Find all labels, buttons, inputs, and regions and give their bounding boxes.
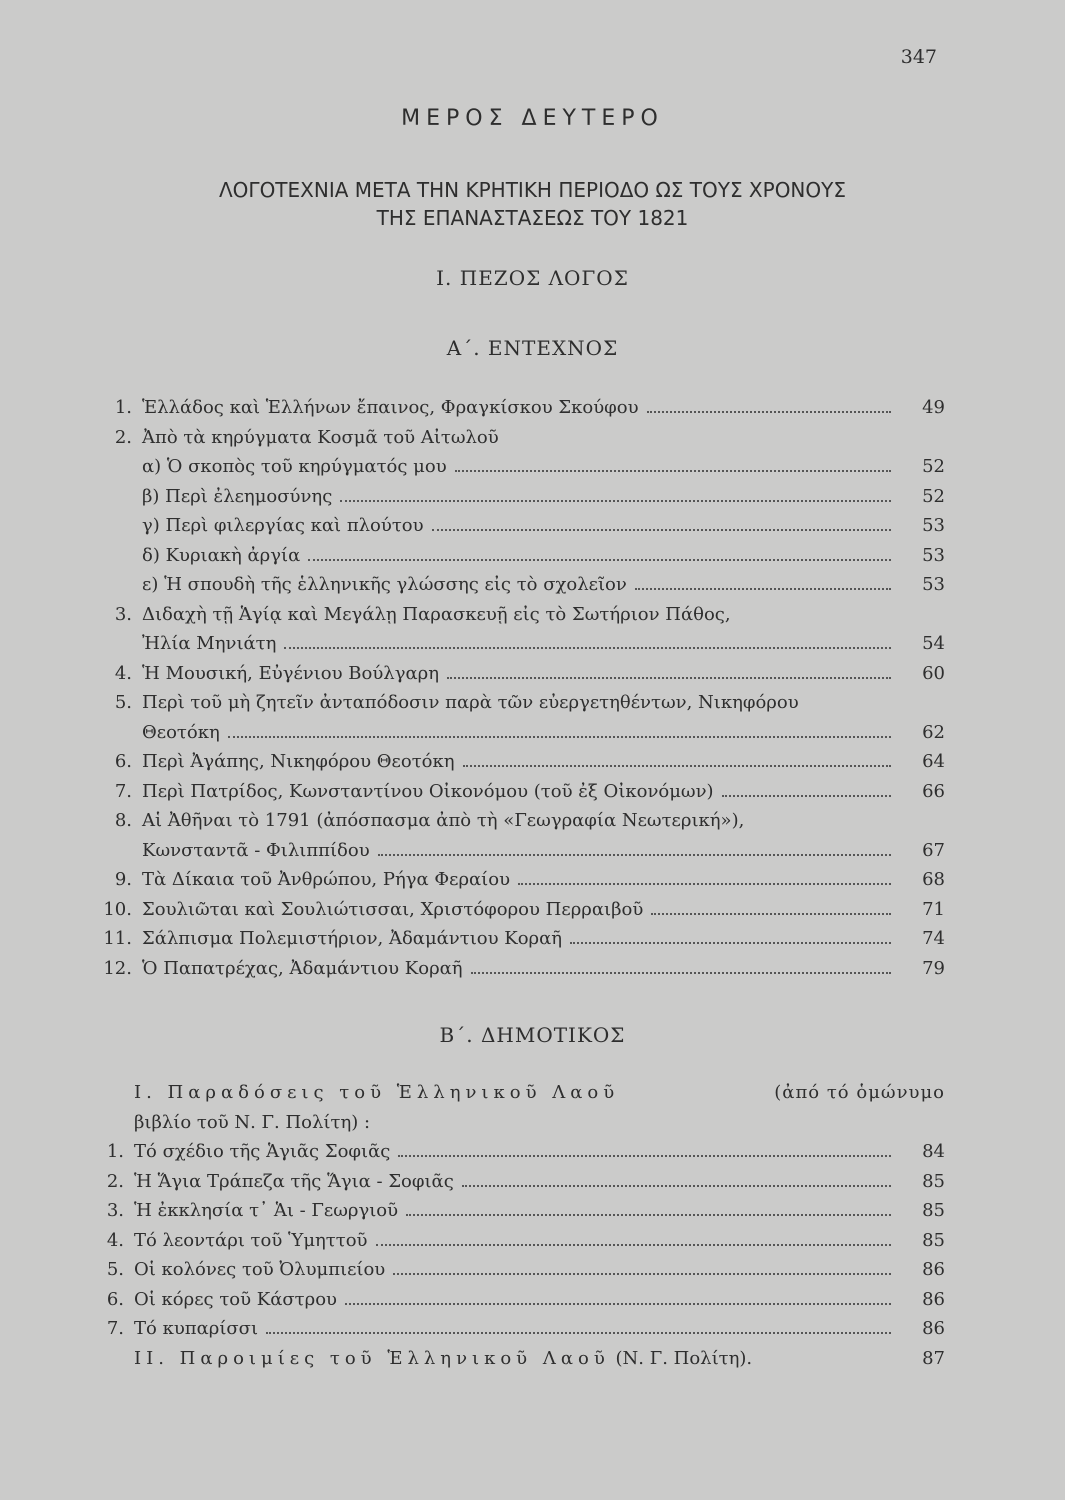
subtitle [0, 176, 1065, 232]
proverbs-page: 87 [922, 1347, 945, 1369]
toc-entry [100, 574, 945, 604]
entry-number: 6. [106, 1288, 124, 1310]
entry-page: 84 [922, 1141, 945, 1162]
proverbs-source: (Ν. Γ. Πολίτη). [615, 1347, 753, 1369]
leader-dots [340, 500, 891, 502]
entry-number: 3. [114, 603, 132, 625]
toc-entry [100, 810, 945, 840]
leader-dots [518, 883, 891, 885]
leader-dots [635, 588, 891, 590]
entry-title: Αἱ Ἀθῆναι τὸ 1791 (ἀπόσπασμα ἀπὸ τὴ «Γεωγραφία Νεωτερική»), [142, 810, 745, 831]
toc-entry [100, 1318, 945, 1348]
toc-entry [100, 840, 945, 870]
toc-entry [100, 899, 945, 929]
proverbs-title: ΙΙ. Παροιμίες τοῦ Ἑλληνικοῦ Λαοῦ [134, 1347, 610, 1369]
entry-number: 2. [106, 1170, 124, 1192]
leader-dots [308, 559, 891, 561]
entry-page: 49 [922, 397, 945, 418]
toc-entry [100, 958, 945, 988]
entry-title: Σουλιῶται καὶ Σουλιώτισσαι, Χριστόφορου Περραιβοῦ [142, 898, 644, 920]
toc-entry [100, 781, 945, 811]
entry-page: 85 [922, 1229, 945, 1251]
toc-entry [100, 928, 945, 958]
leader-dots [378, 854, 891, 856]
entry-page: 74 [922, 928, 945, 949]
entry-number: 1. [106, 1141, 124, 1162]
subtitle-line-2: ΤΗΣ ΕΠΑΝΑΣΤΑΣΕΩΣ ΤΟΥ 1821 [376, 206, 689, 230]
leader-dots [471, 972, 891, 974]
toc-entry [100, 869, 945, 899]
entry-number: 5. [106, 1259, 124, 1280]
entry-page: 68 [922, 869, 945, 890]
entry-title: ε) Ἡ σπουδὴ τῆς ἑλληνικῆς γλώσσης εἰς τὸ σχολεῖον [142, 574, 627, 595]
toc-entry [100, 604, 945, 634]
entry-page: 67 [922, 839, 945, 861]
entry-page: 86 [922, 1288, 945, 1310]
entry-page: 54 [922, 633, 945, 654]
entry-page: 53 [922, 544, 945, 566]
leader-dots [455, 470, 891, 472]
entry-title: Ἡ ἐκκλησία τ᾿ Ἁι - Γεωργιοῦ [134, 1200, 399, 1221]
leader-dots [345, 1303, 891, 1305]
toc-list-entechnos [100, 397, 945, 987]
leader-dots [722, 795, 891, 797]
entry-number: 7. [114, 780, 132, 802]
leader-dots [432, 529, 891, 531]
entry-page: 85 [922, 1170, 945, 1192]
leader-dots [376, 1244, 892, 1246]
toc-list-dimotikos [100, 1082, 945, 1377]
entry-page: 60 [922, 662, 945, 684]
leader-dots [228, 736, 891, 738]
entry-page: 86 [922, 1259, 945, 1280]
entry-number: 6. [114, 751, 132, 772]
toc-entry [100, 397, 945, 427]
entry-number: 11. [103, 928, 132, 949]
toc-entry [100, 751, 945, 781]
folk-entries [100, 1141, 945, 1348]
entry-title: Κωνσταντᾶ - Φιλιππίδου [142, 839, 370, 861]
toc-entry [100, 486, 945, 516]
entry-number: 1. [114, 397, 132, 418]
entry-title: Οἱ κόρες τοῦ Κάστρου [134, 1288, 338, 1310]
entry-number: 7. [106, 1318, 124, 1339]
entry-title: Τό λεοντάρι τοῦ Ὑμηττοῦ [134, 1229, 368, 1251]
folk-intro-source: βιβλίο τοῦ Ν. Γ. Πολίτη) : [134, 1111, 371, 1133]
toc-entry [100, 427, 945, 457]
entry-page: 86 [922, 1318, 945, 1339]
entry-title: γ) Περὶ φιλεργίας καὶ πλούτου [142, 515, 424, 536]
toc-entry [100, 545, 945, 575]
entry-number: 2. [114, 426, 132, 448]
entry-page: 53 [922, 515, 945, 536]
entry-page: 53 [922, 574, 945, 595]
entry-title: Τό κυπαρίσσι [134, 1318, 259, 1339]
toc-entry [100, 1171, 945, 1201]
entry-title: δ) Κυριακὴ ἀργία [142, 544, 301, 566]
entry-number: 8. [114, 810, 132, 831]
toc-entry [100, 1141, 945, 1171]
entry-number: 4. [114, 662, 132, 684]
page-number: 347 [900, 46, 937, 68]
entry-title: Τὰ Δίκαια τοῦ Ἀνθρώπου, Ρήγα Φεραίου [142, 869, 511, 890]
entry-title: Διδαχὴ τῇ Ἁγίᾳ καὶ Μεγάλῃ Παρασκευῇ εἰς τὸ Σωτήριον Πάθος, [142, 603, 731, 625]
entry-number: 4. [106, 1229, 124, 1251]
entry-page: 71 [922, 898, 945, 920]
entry-title: β) Περὶ ἐλεημοσύνης [142, 485, 333, 507]
subtitle-line-1: ΛΟΓΟΤΕΧΝΙΑ ΜΕΤΑ ΤΗΝ ΚΡΗΤΙΚΗ ΠΕΡΙΟΔΟ ΩΣ ΤΟΥΣ ΧΡΟΝΟΥΣ [219, 178, 846, 202]
entry-number: 9. [114, 869, 132, 890]
leader-dots [570, 942, 891, 944]
leader-dots [398, 1155, 891, 1157]
entry-title: Περὶ Ἀγάπης, Νικηφόρου Θεοτόκη [142, 751, 455, 772]
leader-dots [651, 913, 891, 915]
leader-dots [447, 677, 891, 679]
leader-dots [462, 1185, 891, 1187]
folk-intro-title: Ι. Παραδόσεις τοῦ Ἑλληνικοῦ Λαοῦ [134, 1082, 620, 1103]
folk-intro-note: (ἀπό τό ὁμώνυμο [774, 1082, 945, 1103]
entry-title: α) Ὁ σκοπὸς τοῦ κηρύγματός μου [142, 456, 447, 477]
toc-entry [100, 515, 945, 545]
folk-intro-line-2 [100, 1112, 945, 1142]
toc-entry [100, 1289, 945, 1319]
leader-dots [266, 1332, 891, 1334]
entry-page: 52 [922, 485, 945, 507]
entry-page: 66 [922, 780, 945, 802]
toc-entry [100, 1259, 945, 1289]
entry-title: Περὶ Πατρίδος, Κωνσταντίνου Οἰκονόμου (τοῦ ἐξ Οἰκονόμων) [142, 780, 714, 802]
folk-intro-line-1 [100, 1082, 945, 1112]
entry-title: Ὁ Παπατρέχας, Ἀδαμάντιου Κοραῆ [142, 957, 463, 979]
leader-dots [406, 1214, 891, 1216]
entry-title: Περὶ τοῦ μὴ ζητεῖν ἀνταπόδοσιν παρὰ τῶν εὐεργετηθέντων, Νικηφόρου [142, 692, 799, 713]
toc-entry [100, 1230, 945, 1260]
toc-entry [100, 633, 945, 663]
toc-entry [100, 663, 945, 693]
entry-title: Σάλπισμα Πολεμιστήριον, Ἀδαμάντιου Κοραῆ [142, 928, 563, 949]
entry-number: 3. [106, 1200, 124, 1221]
entry-title: Ἀπὸ τὰ κηρύγματα Κοσμᾶ τοῦ Αἰτωλοῦ [142, 426, 499, 448]
entry-number: 12. [103, 957, 132, 979]
entry-title: Ἡ Ἅγια Τράπεζα τῆς Ἅγια - Σοφιᾶς [134, 1170, 454, 1192]
leader-dots [647, 411, 891, 413]
entry-title: Θεοτόκη [142, 721, 220, 743]
entry-title: Τό σχέδιο τῆς Ἁγιᾶς Σοφιᾶς [134, 1141, 391, 1162]
toc-entry [100, 692, 945, 722]
proverbs-entry [100, 1348, 945, 1378]
entry-title: Οἱ κολόνες τοῦ Ὀλυμπιείου [134, 1259, 386, 1280]
leader-dots [463, 765, 891, 767]
entry-page: 85 [922, 1200, 945, 1221]
entry-number: 5. [114, 692, 132, 713]
entry-page: 62 [922, 721, 945, 743]
part-title: ΜΕΡΟΣ ΔΕΥΤΕΡΟ [401, 106, 664, 131]
leader-dots [284, 647, 891, 649]
entry-title: Ἑλλάδος καὶ Ἑλλήνων ἔπαινος, Φραγκίσκου Σκούφου [142, 397, 639, 418]
section-heading: Ι. ΠΕΖΟΣ ΛΟΓΟΣ [436, 266, 629, 290]
entry-title: Ἡ Μουσική, Εὐγένιου Βούλγαρη [142, 662, 439, 684]
entry-page: 79 [922, 957, 945, 979]
subsection-a-heading: Α΄. ΕΝΤΕΧΝΟΣ [446, 336, 619, 360]
entry-title: Ἠλία Μηνιάτη [142, 633, 277, 654]
toc-entry [100, 1200, 945, 1230]
toc-entry [100, 722, 945, 752]
entry-number: 10. [103, 898, 132, 920]
toc-entry [100, 456, 945, 486]
entry-page: 52 [922, 456, 945, 477]
entry-page: 64 [922, 751, 945, 772]
subsection-b-heading: Β΄. ΔΗΜΟΤΙΚΟΣ [439, 1023, 626, 1047]
leader-dots [393, 1273, 891, 1275]
